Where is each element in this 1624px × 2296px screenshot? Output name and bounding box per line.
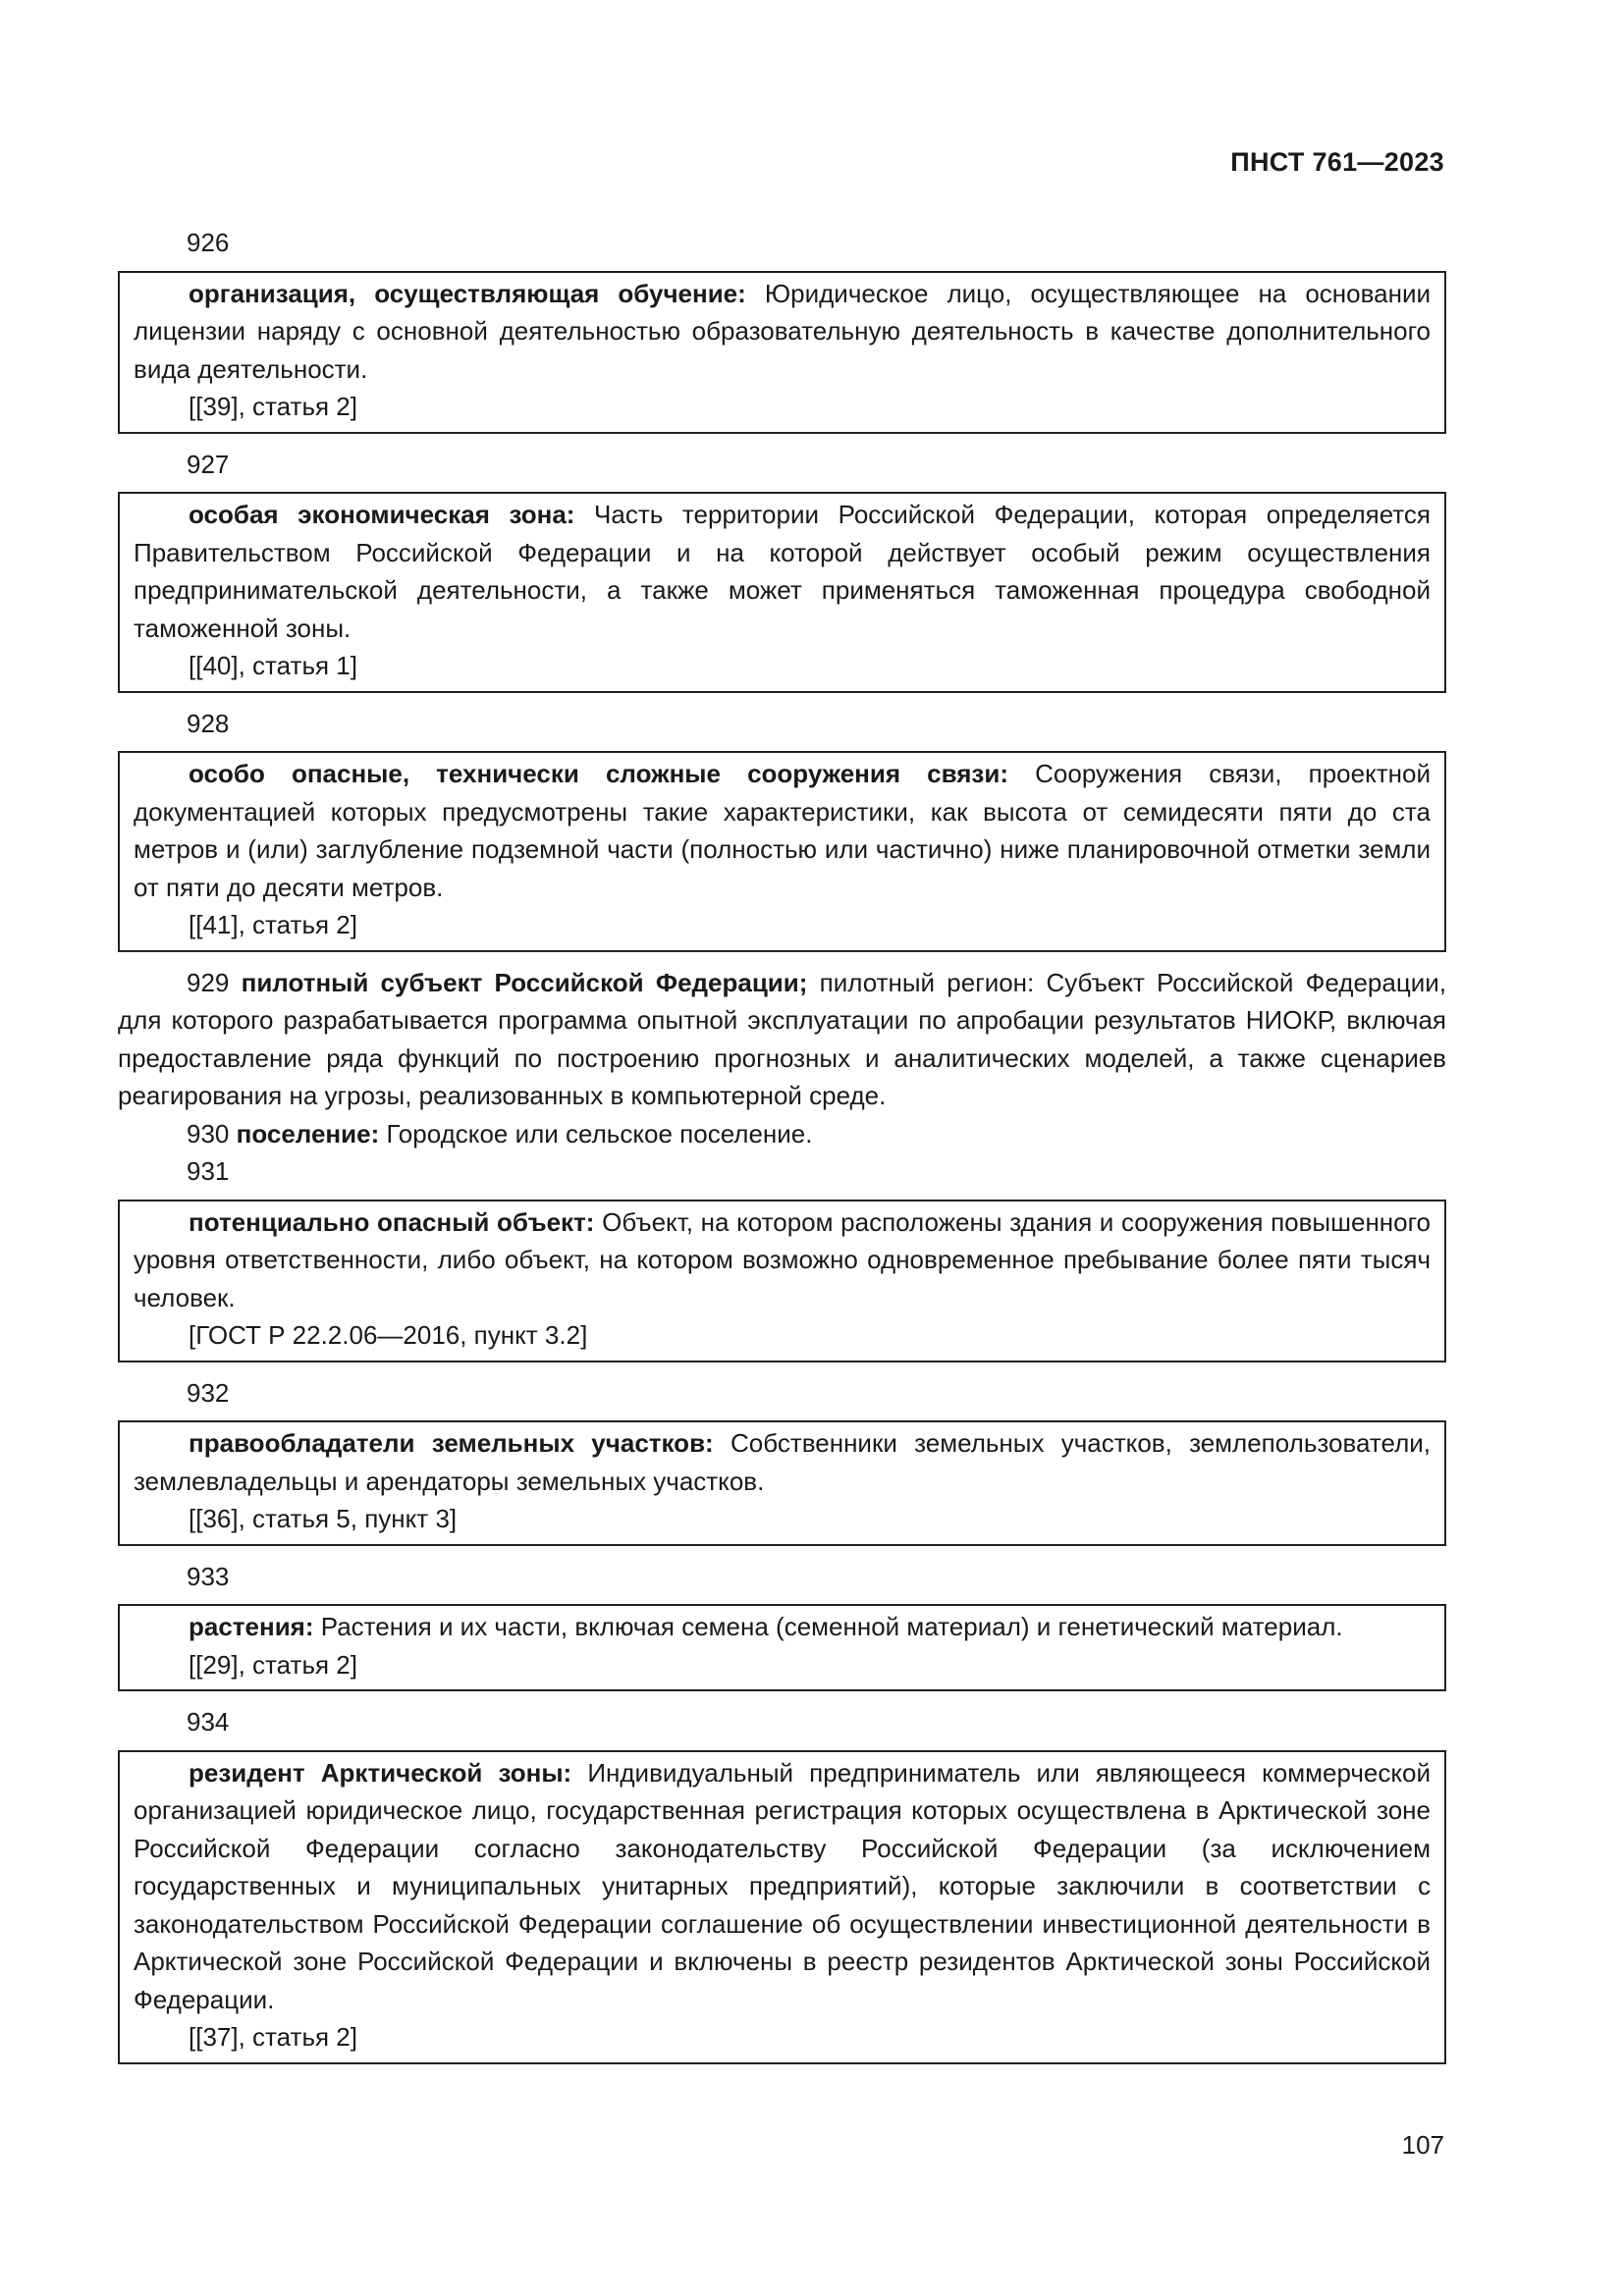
term-definition-box (118, 1420, 1446, 1546)
term-number: 931 (187, 1156, 230, 1186)
term-title: резидент Арктической зоны: (189, 1757, 572, 1788)
term-paragraph (134, 755, 1431, 906)
term-paragraph-plain (118, 964, 1446, 1115)
term-source: [[39], статья 2] (189, 392, 357, 421)
term-title: растения: (189, 1612, 314, 1641)
term-definition: Индивидуальный предприниматель или являющееся коммерческой организацией юридическое лицо, государственная регистрация которых осуществлена в Арктической зоне Российской Федерации согласно законодательству Российской Федерации (за исключением государственных и муниципальных унитарных предприятий), которые заключили в соответствии с законодательством Российской Федерации соглашение об осуществлении инвестиционной деятельности в Арктической зоне Российской Федерации и включены в реестр резидентов Арктической зоны Российской Федерации. (134, 1757, 1431, 2014)
term-paragraph (134, 275, 1431, 389)
term-title: пилотный субъект Российской Федерации; (241, 967, 808, 997)
term-definition: Часть территории Российской Федерации, которая определяется Правительством Российской Федерации и на которой действует особый режим осуществления предпринимательской деятельности, а также может применяться таможенная процедура свободной таможенной зоны. (134, 500, 1431, 643)
term-source: [[40], статья 1] (189, 651, 357, 680)
term-number: 926 (187, 228, 230, 257)
term-definition: Объект, на котором расположены здания и сооружения повышенного уровня ответственности, либо объект, на котором возможно одновременное пребывание более пяти тысяч человек. (134, 1206, 1431, 1312)
term-definition-box (118, 1750, 1446, 2064)
term-definition-box (118, 271, 1446, 434)
term-title: особо опасные, технически сложные сооружения связи: (189, 759, 1008, 788)
term-paragraph (134, 496, 1431, 647)
terms-list (118, 224, 1446, 2076)
term-number: 932 (187, 1377, 230, 1408)
term-source: [[29], статья 2] (189, 1649, 357, 1680)
term-paragraph (134, 1754, 1431, 2019)
term-number: 930 (187, 1118, 230, 1148)
term-paragraph (134, 1608, 1431, 1646)
document-code: ПНСТ 761—2023 (1230, 147, 1444, 177)
term-paragraph-plain (118, 1115, 1446, 1153)
term-definition: Растения и их части, включая семена (семенной материал) и генетический материал. (313, 1612, 1343, 1641)
term-number: 927 (187, 449, 230, 479)
term-number: 934 (187, 1707, 230, 1736)
term-source: [ГОСТ Р 22.2.06—2016, пункт 3.2] (189, 1320, 588, 1350)
term-title: организация, осуществляющая обучение: (189, 278, 746, 308)
term-title: правообладатели земельных участков: (189, 1428, 714, 1458)
term-definition: пилотный регион: Субъект Российской Федерации, для которого разрабатывается программа опытной эксплуатации по апробации результатов НИОКР, включая предоставление ряда функций по построению прогнозных и аналитических моделей, а также сценариев реагирования на угрозы, реализованных в компьютерной среде. (118, 967, 1446, 1110)
term-source: [[36], статья 5, пункт 3] (189, 1504, 458, 1533)
term-title: особая экономическая зона: (189, 500, 575, 529)
term-definition-box (118, 751, 1446, 952)
term-source: [[37], статья 2] (189, 2022, 357, 2052)
term-number: 928 (187, 708, 230, 738)
term-definition-box (118, 1200, 1446, 1362)
term-definition-box (118, 1604, 1446, 1691)
term-title: поселение: (236, 1118, 380, 1148)
term-definition-box (118, 492, 1446, 693)
term-definition: Сооружения связи, проектной документацией которых предусмотрены такие характеристики, как высота от семидесяти пяти до ста метров и (или) заглубление подземной части (полностью или частично) ниже планировочной отметки земли от пяти до десяти метров. (134, 759, 1431, 902)
term-paragraph (134, 1424, 1431, 1500)
term-number: 933 (187, 1561, 230, 1591)
term-definition: Собственники земельных участков, землепользователи, землевладельцы и арендаторы земельных участков. (134, 1428, 1431, 1496)
term-definition: Городское или сельское поселение. (379, 1118, 813, 1148)
term-number: 929 (187, 967, 230, 997)
term-source: [[41], статья 2] (189, 910, 357, 939)
term-title: потенциально опасный объект: (189, 1206, 595, 1237)
page-number: 107 (1401, 2130, 1444, 2160)
term-definition: Юридическое лицо, осуществляющее на основании лицензии наряду с основной деятельностью образовательную деятельность в качестве дополнительного вида деятельности. (134, 278, 1432, 384)
term-paragraph (134, 1203, 1431, 1317)
